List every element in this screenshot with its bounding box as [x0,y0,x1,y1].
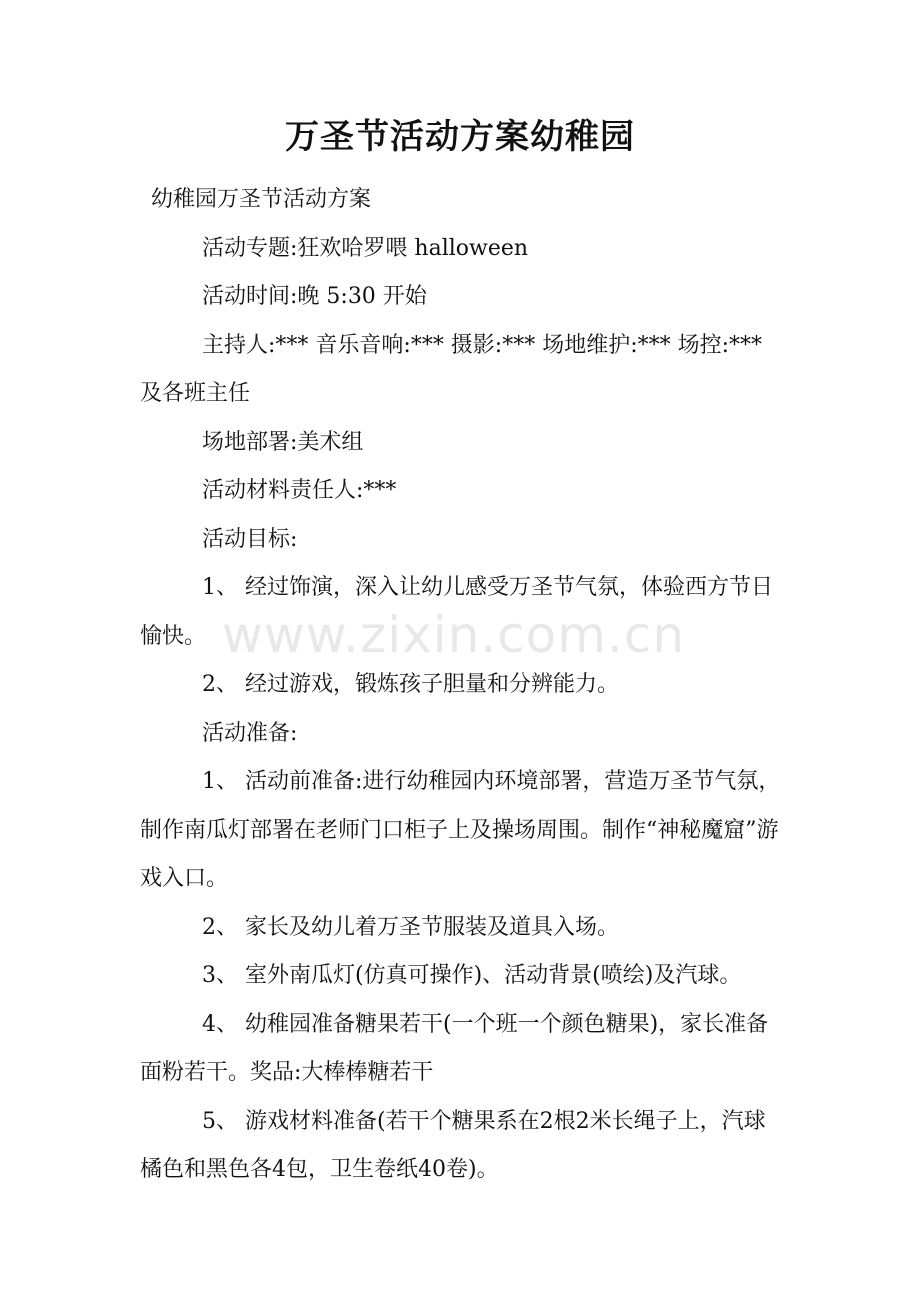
paragraph-staff: 主持人:*** 音乐音响:*** 摄影:*** 场地维护:*** 场控:***及各班主任 [140,332,763,406]
paragraph-time: 活动时间:晚 5:30 开始 [202,284,427,309]
paragraph-prep-heading: 活动准备: [202,720,298,746]
paragraph-prep-2: 2、 家长及幼儿着万圣节服装及道具入场。 [202,914,619,940]
document-subtitle: 幼稚园万圣节活动方案 [151,187,372,212]
paragraph-goal-1: 1、 经过饰演，深入让幼儿感受万圣节气氛，体验西方节日愉快。 [140,575,773,649]
document-title: 万圣节活动方案幼稚园 [285,117,635,157]
paragraph-goals-heading: 活动目标: [202,526,298,552]
paragraph-theme: 活动专题:狂欢哈罗喂 halloween [202,235,529,261]
document-body [140,176,782,1195]
paragraph-venue: 场地部署:美术组 [202,429,364,455]
paragraph-prep-3: 3、 室外南瓜灯(仿真可操作)、活动背景(喷绘)及汽球。 [202,963,742,988]
paragraph-goal-2: 2、 经过游戏，锻炼孩子胆量和分辨能力。 [202,672,619,697]
paragraph-prep-4: 4、 幼稚园准备糖果若干(一个班一个颜色糖果)，家长准备面粉若干。奖品:大棒棒糖若干 [140,1011,769,1085]
watermark: www.zixin.com.cn [222,606,686,664]
paragraph-prep-5: 5、 游戏材料准备(若干个糖果系在2根2米长绳子上，汽球橘色和黑色各4包，卫生卷纸40卷)。 [140,1108,766,1182]
paragraph-materials-owner: 活动材料责任人:*** [202,478,397,503]
paragraph-prep-1: 1、 活动前准备:进行幼稚园内环境部署，营造万圣节气氛，制作南瓜灯部署在老师门口柜子上及操场周围。制作“神秘魔窟”游戏入口。 [140,769,781,891]
